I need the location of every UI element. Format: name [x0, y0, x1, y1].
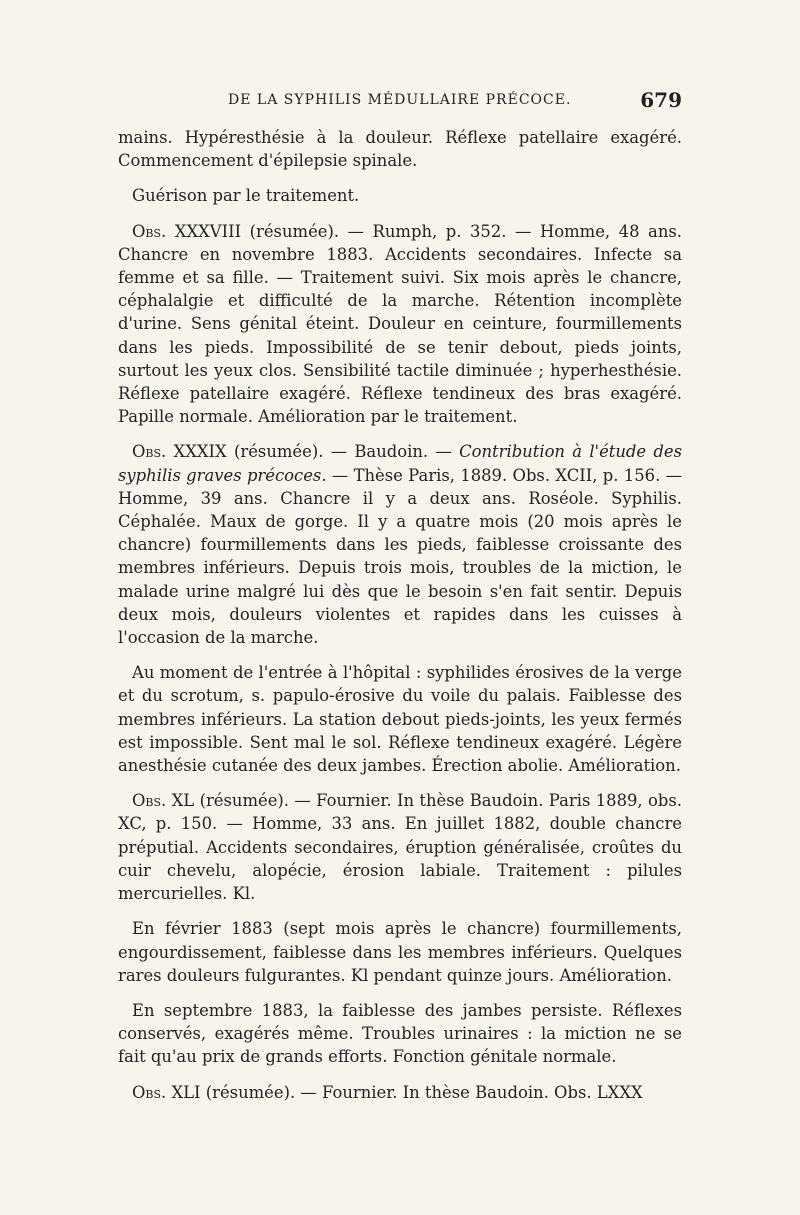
- observation-40: [118, 789, 682, 905]
- paragraph-text: En septembre 1883, la faiblesse des jambes persiste. Réflexes conservés, exagérés même. Troubles urinaires : la miction ne se fait qu'au prix de grands efforts. Fonction génitale normale.: [118, 1000, 682, 1067]
- paragraph: [118, 184, 682, 207]
- running-head: [118, 88, 682, 118]
- paragraph-text: Guérison par le traitement.: [132, 186, 360, 206]
- observation-39: [118, 440, 682, 649]
- observation-38: [118, 220, 682, 429]
- running-title: DE LA SYPHILIS MÉDULLAIRE PRÉCOCE.: [228, 92, 572, 108]
- paragraph-text: (résumée). — Baudoin. —: [233, 442, 460, 462]
- paragraph-text: (résumée). — Fournier. In thèse Baudoin. Obs. LXXX: [205, 1082, 643, 1102]
- page-number: 679: [640, 88, 682, 112]
- paragraph-text: mains. Hypéresthésie à la douleur. Réflexe patellaire exagéré. Commencement d'épilepsie spinale.: [118, 128, 682, 171]
- work-title: Contribution à l'étude des syphilis graves précoces.: [118, 442, 682, 485]
- paragraph-text: (résumée). — Fournier. In thèse Baudoin. Paris 1889, obs. XC, p. 150. — Homme, 33 ans. En juillet 1882, double chancre préputial. Accidents secondaires, éruption généralisée, croûtes du cuir chevelu, alopécie, érosion labiale. Traitement : pilules mercurielles. Kl.: [118, 791, 682, 904]
- paragraph: [118, 917, 682, 987]
- observation-label: Obs. XLI: [132, 1082, 201, 1102]
- paragraph-text: Au moment de l'entrée à l'hôpital : syphilides érosives de la verge et du scrotum, s. papulo-érosive du voile du palais. Faiblesse des membres inférieurs. La station debout pieds-joints, les yeux fermés est impossible. Sent mal le sol. Réflexe tendineux exagéré. Légère anesthésie cutanée des deux jambes. Érection abolie. Amélioration.: [118, 663, 682, 776]
- observation-label: Obs. XL: [132, 791, 195, 811]
- paragraph-text: — Thèse Paris, 1889. Obs. XCII, p. 156. — Homme, 39 ans. Chancre il y a deux ans. Roséole. Syphilis. Céphalée. Maux de gorge. Il y a quatre mois (20 mois après le chancre) fourmillements dans les pieds, faiblesse croissante des membres inférieurs. Depuis trois mois, troubles de la miction, le malade urine malgré lui dès que le besoin s'en fait sentir. Depuis deux mois, douleurs violentes et rapides dans les cuisses à l'occasion de la marche.: [118, 465, 682, 648]
- paragraph: [118, 126, 682, 172]
- paragraph-text: (résumée). — Rumph, p. 352. — Homme, 48 ans. Chancre en novembre 1883. Accidents secondaires. Infecte sa femme et sa fille. — Traitement suivi. Six mois après le chancre, céphalalgie et difficulté de la marche. Rétention incomplète d'urine. Sens génital éteint. Douleur en ceinture, fourmillements dans les pieds. Impossibilité de se tenir debout, pieds joints, surtout les yeux clos. Sensibilité tactile diminuée ; hyperhesthésie. Réflexe patellaire exagéré. Réflexe tendineux des bras exagéré. Papille normale. Amélioration par le traitement.: [118, 221, 683, 427]
- paragraph: [118, 999, 682, 1069]
- observation-label: Obs. XXXIX: [132, 442, 227, 462]
- paragraph-text: En février 1883 (sept mois après le chancre) fourmillements, engourdissement, faiblesse dans les membres inférieurs. Quelques rares douleurs fulgurantes. Kl pendant quinze jours. Amélioration.: [118, 919, 682, 985]
- body-text: [118, 126, 682, 1104]
- paragraph: [118, 661, 682, 777]
- observation-41: [118, 1081, 682, 1104]
- observation-label: Obs. XXXVIII: [132, 221, 242, 241]
